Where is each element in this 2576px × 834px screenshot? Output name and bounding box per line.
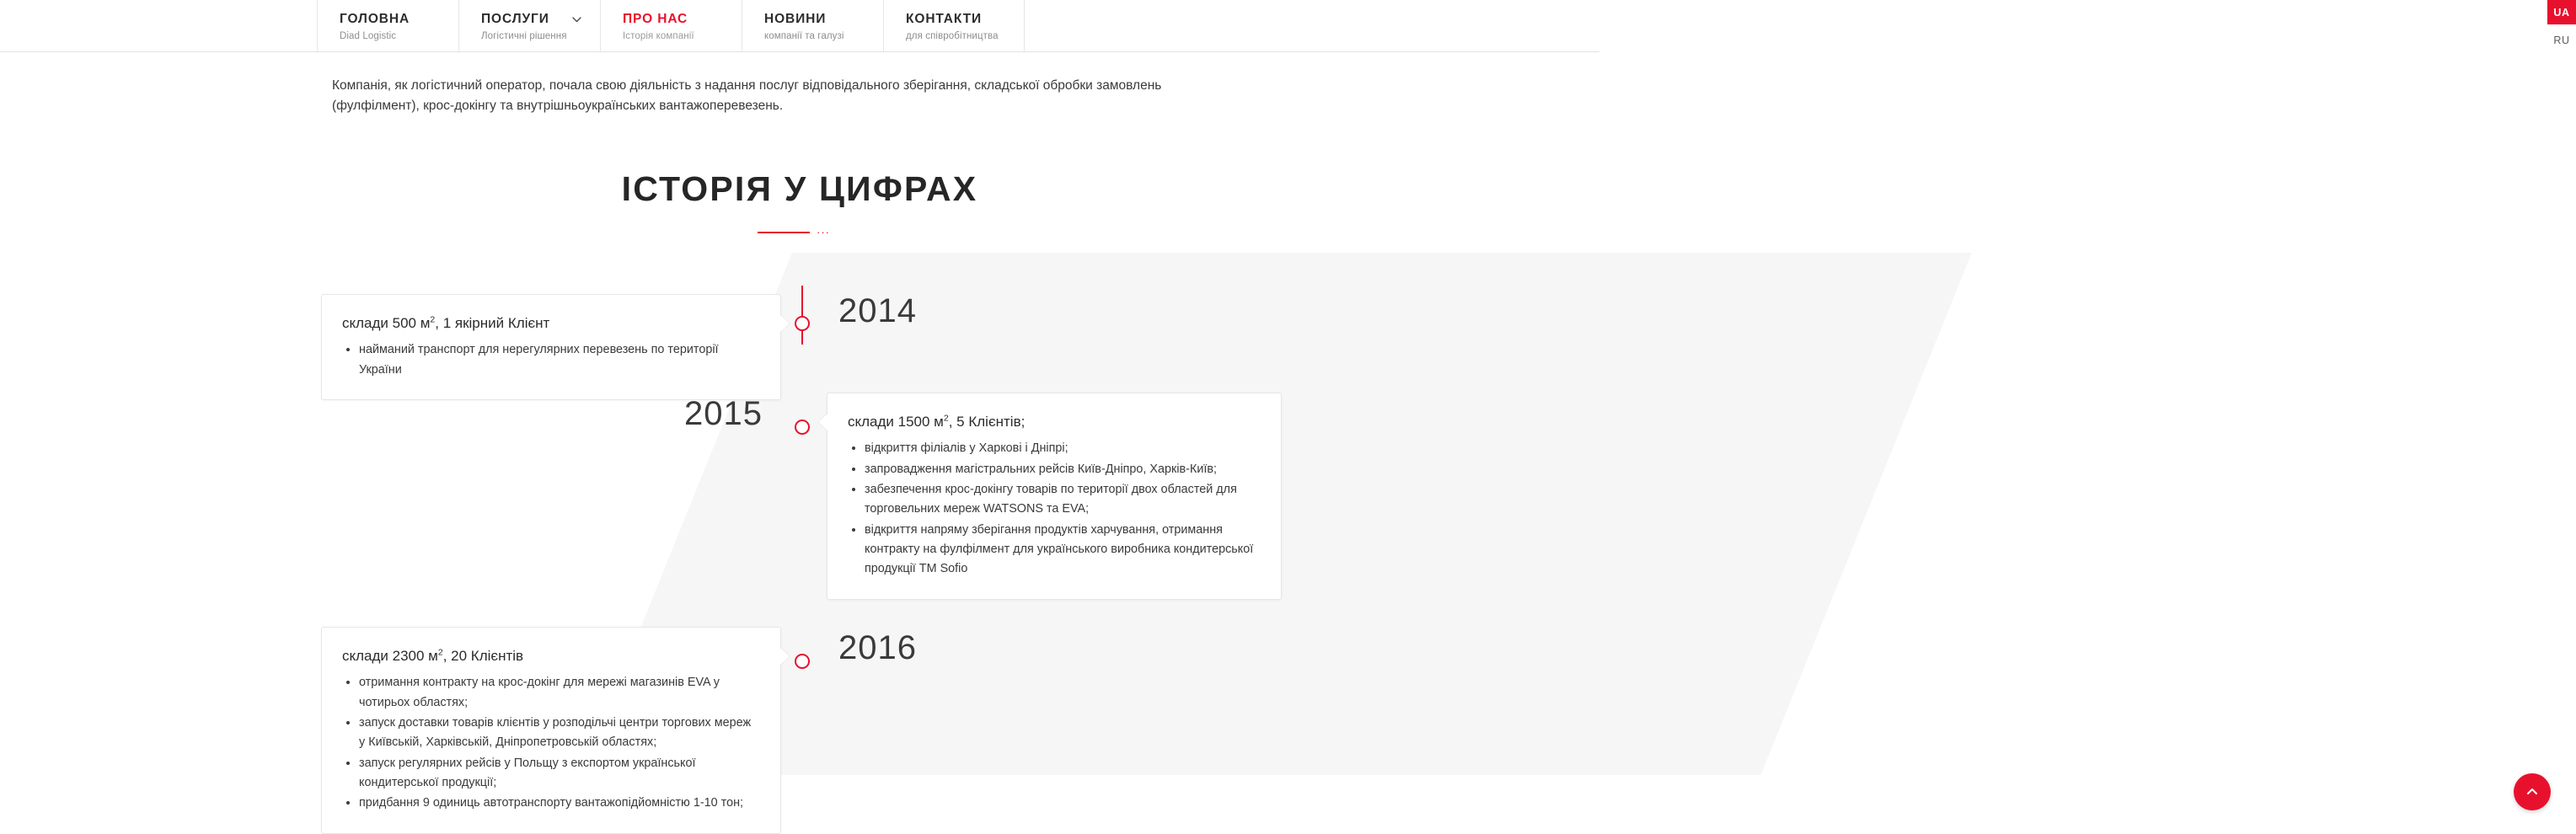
timeline-row-2014 xyxy=(0,286,1599,377)
list-item: • отримання контракту на крос-докінг для мережі магазинів EVA у чотирьох областях; xyxy=(359,673,758,713)
timeline-marker-2014 xyxy=(795,316,810,331)
nav-item-news[interactable] xyxy=(742,0,883,51)
heading-superscript: 2 xyxy=(430,314,436,325)
section-title-block xyxy=(0,168,1599,239)
nav-item-home[interactable] xyxy=(317,0,458,51)
list-item: • запуск регулярних рейсів у Польщу з експортом української кондитерської продукції; xyxy=(359,754,758,794)
language-switcher xyxy=(1347,0,2570,52)
nav-item-services[interactable] xyxy=(458,0,600,51)
site-header xyxy=(0,0,2570,52)
list-item: • придбання 9 одиниць автотранспорту вантажопідйомністю 1-10 тон; xyxy=(359,794,758,813)
chevron-up-icon xyxy=(2525,785,2539,799)
language-option-ru[interactable]: RU xyxy=(2553,35,2570,46)
card-pointer-icon xyxy=(780,315,790,332)
nav-item-about[interactable] xyxy=(600,0,742,51)
timeline-year-2015: 2015 xyxy=(684,395,763,433)
list-item: • запуск доставки товарів клієнтів у розподільчі центри торгових мереж у Київській, Харківській, Дніпропетровській областях; xyxy=(359,714,758,753)
page-title: ІСТОРІЯ У ЦИФРАХ xyxy=(621,168,978,208)
nav-item-about-title: ПРО НАС xyxy=(623,12,688,27)
heading-main: склади 2300 м xyxy=(342,648,438,665)
heading-rest: , 20 Клієнтів xyxy=(442,648,524,665)
scroll-to-top-button[interactable] xyxy=(2514,773,2551,810)
timeline-card-2016-list xyxy=(342,673,758,813)
heading-superscript: 2 xyxy=(437,647,443,658)
timeline-card-2016-heading xyxy=(342,646,758,666)
timeline-year-2016: 2016 xyxy=(838,629,917,667)
heading-main: склади 1500 м xyxy=(848,414,944,430)
nav-item-contacts-title: КОНТАКТИ xyxy=(906,12,983,27)
timeline-year-2014: 2014 xyxy=(838,292,917,330)
nav-item-home-subtitle: Diad Logistic xyxy=(340,30,397,41)
timeline-card-2016 xyxy=(321,627,781,833)
heading-rest: , 5 Клієнтів; xyxy=(948,414,1026,430)
list-item: • запровадження магістральних рейсів Київ-Дніпро, Харків-Київ; xyxy=(865,460,1259,479)
language-option-ua[interactable]: UA xyxy=(2547,0,2576,24)
list-item: • найманий транспорт для нерегулярних перевезень по території України xyxy=(359,340,758,380)
card-pointer-icon xyxy=(818,414,827,430)
heading-superscript: 2 xyxy=(943,413,949,424)
list-item: • відкриття філіалів у Харкові і Дніпрі; xyxy=(865,439,1259,458)
heading-rest: , 1 якірний Клієнт xyxy=(435,315,550,332)
nav-item-contacts[interactable] xyxy=(883,0,1025,51)
card-pointer-icon xyxy=(780,648,790,665)
title-underline-dots: ··· xyxy=(817,226,830,239)
nav-item-news-subtitle: компанії та галузі xyxy=(764,30,844,41)
main-navigation xyxy=(317,0,1025,51)
list-item: • відкриття напряму зберігання продуктів харчування, отримання контракту на фулфілмент для українського виробника кондитерської продукції ТМ Sofio xyxy=(865,521,1259,580)
nav-item-contacts-subtitle: для співробітництва xyxy=(906,30,999,41)
timeline-card-2015-list xyxy=(848,439,1259,579)
nav-item-home-title: ГОЛОВНА xyxy=(340,12,410,27)
timeline-card-2015 xyxy=(827,393,1282,599)
nav-item-services-subtitle: Логістичні рішення xyxy=(481,30,567,41)
list-item: • забезпечення крос-докінгу товарів по території двох областей для торговельних мереж WATSONS та EVA; xyxy=(865,480,1259,520)
history-timeline xyxy=(0,286,1599,810)
heading-main: склади 500 м xyxy=(342,315,431,332)
nav-item-services-title: ПОСЛУГИ xyxy=(481,12,549,27)
nav-item-news-title: НОВИНИ xyxy=(764,12,827,27)
title-underline xyxy=(758,226,842,239)
nav-item-about-subtitle: Історія компанії xyxy=(623,30,694,41)
chevron-down-icon[interactable] xyxy=(572,15,581,24)
intro-paragraph: Компанія, як логістичний оператор, почала свою діяльність з надання послуг відповідального зберігання, складської обробки замовлень (фулфілмент), крос-докінгу та внутрішньоукраїнських вантажоперевезень. xyxy=(332,78,1162,114)
timeline-card-2014-list xyxy=(342,340,758,380)
title-underline-bar xyxy=(758,232,810,233)
timeline-card-2015-heading xyxy=(848,412,1259,432)
timeline-card-2014-heading xyxy=(342,313,758,334)
